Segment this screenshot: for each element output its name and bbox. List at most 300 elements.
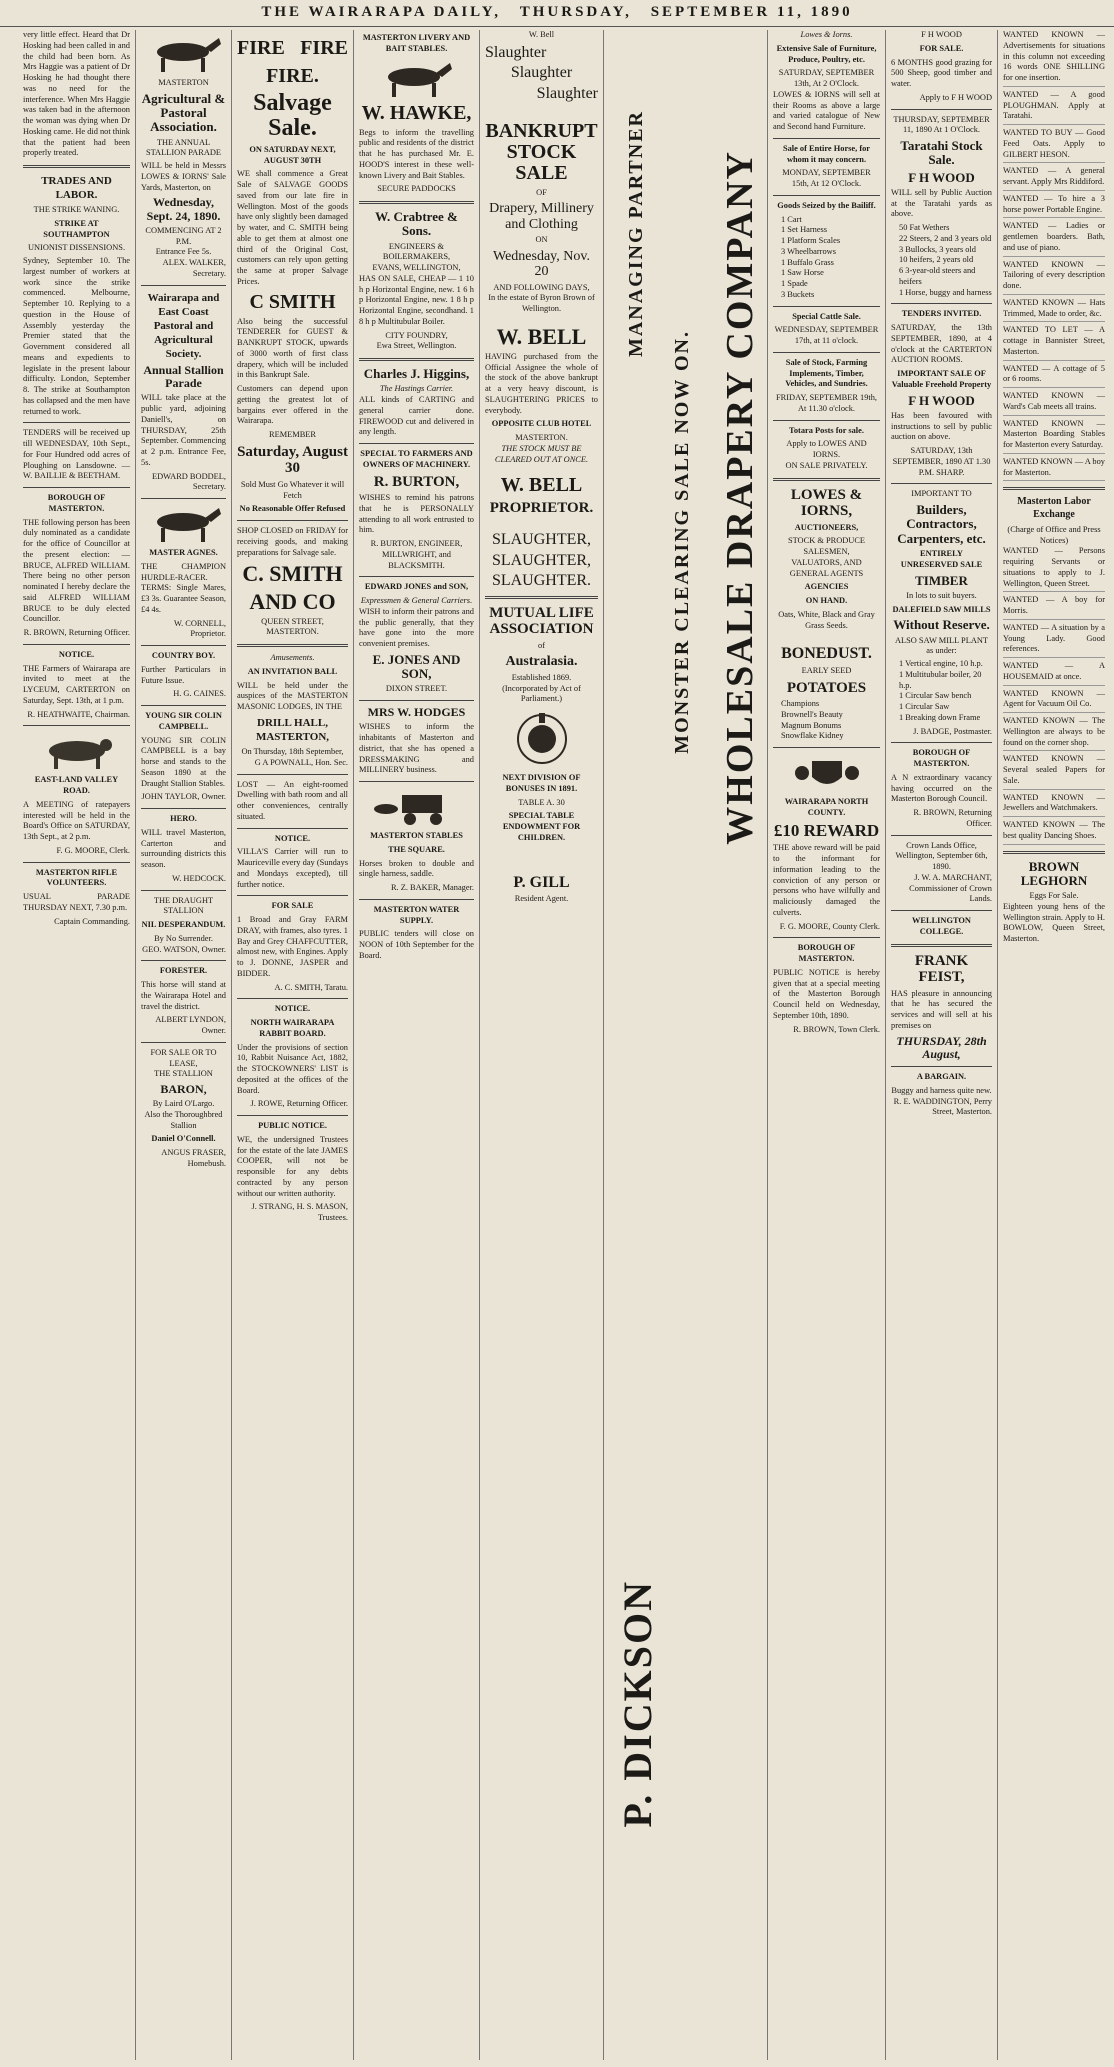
forester-body: This horse will stand at the Wairarapa Hotel and travel the district.	[141, 980, 226, 1011]
master-agnes-body: THE CHAMPION HURDLE-RACER. TERMS: Single Mares, £3 3s. Guarantee Season, £4 4s.	[141, 561, 226, 614]
divider	[141, 645, 226, 646]
divider	[773, 937, 880, 938]
and-co-banner: AND CO	[249, 588, 336, 614]
divider	[237, 998, 348, 999]
higgins-body: ALL kinds of CARTING and general carrier done. FIREWOOD cut and delivered in any length.	[359, 395, 474, 437]
public-notice-heading: PUBLIC NOTICE.	[258, 1121, 327, 1131]
wanted-ad: WANTED KNOWN — Masterton Boarding Stables for Masterton every Saturday.	[1003, 419, 1105, 454]
wholesale-drapery-banner: WHOLESALE DRAPERY COMPANY	[719, 150, 761, 845]
leghorn-body: Eighteen young hens of the Wellington strain. Apply to H. BOWLOW, Queen Street, Masterton.	[1003, 901, 1105, 944]
column-9	[998, 30, 1110, 2060]
rabbit-board-body: Under the provisions of section 10, Rabbit Nuisance Act, 1882, the STOCKOWNERS' LIST is deposited at the offices of the Board.	[237, 1042, 348, 1095]
forsale-signature: A. C. SMITH, Taratu.	[274, 982, 348, 992]
baron-by: By Laird O'Largo.	[152, 1099, 215, 1109]
burton-name: R. BURTON,	[373, 473, 460, 490]
sawmill-label: ALSO SAW MILL PLANT as under:	[894, 635, 989, 656]
strike-body: Sydney, September 10. The largest number of workers at work since the strike commenced. Melbourne, September 10. Replying to a question in the House of Assembly yesterday the Premier stated that the Government considered all means and expedients to legislate in the present labour difficulty. London, September 8. The strike at Southampton has collapsed and the men have returned to work.	[23, 256, 130, 416]
divider	[23, 725, 130, 726]
wanted-ad: WANTED KNOWN — A boy for Masterton.	[1003, 457, 1105, 482]
wood-body: WILL sell by Public Auction at the Taratahi yards as above.	[891, 187, 992, 219]
square-signature: R. Z. BAKER, Manager.	[390, 883, 474, 893]
masthead-date: SEPTEMBER 11, 1890	[650, 4, 853, 20]
wanted-ad: WANTED KNOWN — Several sealed Papers for Sale.	[1003, 754, 1105, 789]
public-notice-body: PUBLIC NOTICE is hereby given that at a special meeting of the Masterton Borough Council held on Wednesday, September 10th, 1890.	[773, 967, 880, 1020]
important-label: IMPORTANT TO	[911, 489, 972, 499]
valley-signature: F. G. MOORE, Clerk.	[56, 845, 130, 855]
country-boy-signature: H. G. CAINES.	[173, 689, 226, 699]
c-smith-banner: C. SMITH	[242, 561, 343, 587]
vacancy-body: A N extraordinary vacancy having occurred on the Masterton Borough Council.	[891, 772, 992, 804]
jones-sub: Expressmen & General Carriers.	[360, 596, 473, 606]
wanted-ad: WANTED TO LET — A cottage in Bannister Street, Masterton.	[1003, 325, 1105, 360]
cow-engraving-icon	[32, 731, 122, 771]
extensive-heading: Extensive Sale of Furniture, Produce, Poultry, etc.	[776, 43, 877, 64]
foundry-address: Ewa Street, Wellington.	[376, 341, 457, 351]
valuers-label: VALUATORS, AND GENERAL AGENTS	[789, 557, 864, 578]
public-notice-signature: J. STRANG, H. S. MASON, Trustees.	[251, 1202, 348, 1223]
divider	[773, 478, 880, 481]
notice-body: VILLA'S Carrier will run to Mauriceville every day (Sundays and Mondays excepted), till further notice.	[237, 847, 348, 889]
frank-feist-name: FRANK FEIST,	[914, 952, 969, 986]
hawke-body: Begs to inform the travelling public and residents of the district that he has purchased Mr. E. HOOD'S interest in these well-known Livery and Bait Stables.	[359, 127, 474, 180]
mill-list	[899, 659, 992, 724]
goods-item: 1 Cart	[781, 214, 802, 224]
totara-sub: Apply to LOWES AND IORNS.	[786, 439, 867, 459]
valley-heading: EAST-LAND VALLEY ROAD.	[34, 775, 119, 796]
goods-item: 1 Buffalo Grass	[781, 257, 834, 267]
of-label: OF	[536, 187, 547, 197]
hero-title: HERO.	[170, 814, 197, 824]
divider	[141, 960, 226, 961]
timber-heading: TIMBER	[915, 572, 968, 588]
thursday-date: THURSDAY, SEPTEMBER 11, 1890 At 1 O'Clock.	[893, 114, 990, 135]
potatoes-title: POTATOES	[786, 679, 867, 696]
gill-name: P. GILL	[513, 873, 570, 891]
wood-name-2: F H WOOD	[908, 392, 975, 408]
postmaster-signature: J. BADGE, Postmaster.	[913, 726, 992, 736]
public-notice-signature: R. BROWN, Town Clerk.	[793, 1024, 880, 1034]
parade-time: COMMENCING AT 2 P.M.	[145, 225, 222, 246]
divider	[773, 306, 880, 307]
divider	[1003, 487, 1105, 490]
horse-engraving-icon	[141, 504, 231, 544]
mutual-title: MUTUAL LIFE ASSOCIATION	[489, 604, 594, 638]
draught-label: THE DRAUGHT STALLION	[153, 895, 214, 916]
wanted-ad: WANTED KNOWN — Agent for Vacuum Oil Co.	[1003, 689, 1105, 714]
goods-item: 1 Spade	[781, 279, 808, 288]
wanted-ad: WANTED KNOWN — Ward's Cab meets all trains.	[1003, 391, 1105, 416]
divider	[23, 422, 130, 423]
forsale-body: 6 MONTHS good grazing for 500 Sheep, good timber and water.	[891, 57, 992, 88]
wanted-ad: WANTED — A HOUSEMAID at once.	[1003, 661, 1105, 686]
slaughter-word: SLAUGHTER,	[491, 530, 592, 548]
saturday-date: ON SATURDAY NEXT, AUGUST 30TH	[249, 144, 336, 165]
burton-signature: R. BURTON, ENGINEER, MILLWRIGHT, and BLACKSMITH.	[370, 539, 463, 570]
w-bell-banner: W. BELL	[500, 474, 583, 497]
forsale-body: 1 Broad and Gray FARM DRAY, with frames, also tyres. 1 Bay and Grey CHAFFCUTTER, almost new, with Engines. Apply to J. DONNE, JASPER and BIDDER.	[237, 915, 348, 978]
notice-heading: NOTICE.	[274, 833, 311, 843]
forester-title: FORESTER.	[159, 966, 208, 976]
sold-label: Sold Must Go Whatever it will Fetch	[240, 479, 345, 500]
vacancy-signature: R. BROWN, Returning Officer.	[913, 808, 992, 828]
wanted-ad: WANTED KNOWN — Advertisements for situations in this column not exceeding 16 words ONE SHILLING for one insertion.	[1003, 30, 1105, 87]
lowes-header: Lowes & Iorns.	[800, 30, 853, 39]
bell-header: W. Bell	[528, 30, 555, 39]
reward-signature: F. G. MOORE, County Clerk.	[779, 921, 880, 931]
salvage-headline: Salvage Sale.	[253, 89, 332, 141]
saturday-date: SATURDAY, SEPTEMBER 13th, At 2 O'Clock.	[778, 68, 875, 88]
hero-body: WILL travel Masterton, Carterton and surrounding districts this season.	[141, 827, 226, 870]
divider	[141, 498, 226, 499]
strike-heading: STRIKE AT SOUTHAMPTON	[43, 218, 110, 239]
leghorn-heading: BROWN LEGHORN	[1020, 858, 1088, 888]
hawke-name: W. HAWKE,	[361, 101, 472, 124]
reward-title: £10 REWARD	[773, 820, 880, 840]
young-sir-colin-signature: JOHN TAYLOR, Owner.	[141, 792, 226, 802]
wanted-ad: WANTED — Persons requiring Servants or situations to apply to J. Wellington, Queen Street.	[1003, 546, 1105, 592]
paddocks-label: SECURE PADDOCKS	[377, 184, 456, 194]
mill-item: 1 Breaking down Frame	[899, 712, 981, 722]
w-bell-body: HAVING purchased from the Official Assignee the whole of the stock of the above bankrupt at a very heavy discount, is SLAUGHTERING PRICES to everybody.	[485, 351, 598, 415]
column-8	[886, 30, 998, 2060]
valley-body: A MEETING of ratepayers interested will be held in the Board's Office on SATURDAY, 13th Sept., at 2 p.m.	[23, 799, 130, 842]
divider	[773, 138, 880, 139]
borough-signature: R. BROWN, Returning Officer.	[23, 628, 130, 638]
bonus-heading: NEXT DIVISION OF BONUSES IN 1891.	[502, 773, 581, 793]
stock-item: 50 Fat Wethers	[899, 223, 950, 233]
rifle-heading: MASTERTON RIFLE VOLUNTEERS.	[35, 867, 118, 888]
divider	[891, 109, 992, 110]
square-heading: THE SQUARE.	[388, 844, 445, 854]
stock-item: 22 Steers, 2 and 3 years old	[899, 233, 992, 243]
divider	[141, 285, 226, 286]
saturday-august: Saturday, August 30	[237, 443, 348, 477]
lost-notice: LOST — An eight-roomed Dwelling with bath room and all other conveniences, centrally situated.	[237, 779, 348, 821]
baron-title: BARON,	[160, 1082, 207, 1097]
fire-word: FIRE	[300, 37, 348, 59]
gill-sub: Resident Agent.	[514, 894, 569, 904]
trades-sub: THE STRIKE WANING.	[33, 205, 120, 215]
divider	[891, 1066, 992, 1067]
divider	[141, 808, 226, 809]
masthead-title: THE WAIRARAPA DAILY,	[261, 4, 501, 20]
remember-label: REMEMBER	[269, 430, 316, 440]
nil-title: NIL DESPERANDUM.	[141, 920, 226, 930]
divider	[891, 303, 992, 304]
coach-engraving-icon	[372, 787, 462, 827]
timber-sub: In lots to suit buyers.	[906, 590, 977, 600]
mill-item: 1 Vertical engine, 10 h.p.	[899, 659, 983, 669]
stock-produce-label: STOCK & PRODUCE SALESMEN,	[787, 536, 866, 556]
crown-lands: Crown Lands Office, Wellington, September 6th, 1890.	[895, 840, 988, 872]
buggy-signature: R. E. WADDINGTON, Perry Street, Masterton.	[893, 1096, 992, 1117]
divider	[237, 520, 348, 521]
divider	[23, 165, 130, 168]
divider	[773, 352, 880, 353]
special-heading: SPECIAL TO FARMERS AND OWNERS OF MACHINERY.	[360, 449, 473, 469]
unreserved-heading: ENTIRELY UNRESERVED SALE	[900, 549, 983, 569]
dalefield-heading: DALEFIELD SAW MILLS	[892, 604, 991, 614]
column-5	[480, 30, 604, 2060]
labor-exchange-sub: (Charge of Office and Press Notices)	[1007, 524, 1101, 545]
potato-item: Champions	[781, 699, 820, 709]
columns	[18, 30, 1110, 2060]
established-label: Established 1869.	[511, 672, 572, 682]
managing-partner-label: MANAGING PARTNER	[625, 110, 647, 358]
wanted-ad: WANTED — Ladies or gentlemen boarders. Bath, and use of piano.	[1003, 221, 1105, 256]
wednesday-date: WEDNESDAY, SEPTEMBER 17th, at 11 o'clock.	[774, 325, 879, 345]
forsale-heading: FOR SALE.	[919, 43, 964, 53]
wood-header: F H WOOD	[921, 30, 962, 39]
amusements-heading: Amusements.	[270, 653, 315, 663]
entire-horse-heading: Sale of Entire Horse, for whom it may concern.	[782, 143, 871, 164]
nil-by: By No Surrender.	[154, 933, 213, 943]
auctioneers-label: AUCTIONEERS,	[794, 522, 859, 532]
young-sir-colin-title: YOUNG SIR COLIN CAMPBELL.	[145, 711, 222, 731]
burton-body: WISHES to remind his patrons that he is PERSONALLY attending to all work entrusted to him.	[359, 493, 474, 535]
stallion-label: THE STALLION	[154, 1069, 213, 1079]
divider	[773, 420, 880, 421]
taratahi-title: Taratahi Stock Sale.	[900, 138, 983, 168]
public-notice-body: WE, the undersigned Trustees for the estate of the late JAMES COOPER, will not be responsible for any debts contracted by any person without our written authority.	[237, 1134, 348, 1198]
association-title: Agricultural & Pastoral Association.	[141, 90, 226, 135]
strike-sub: UNIONIST DISSENSIONS.	[27, 243, 126, 253]
fire-headline	[237, 36, 348, 62]
jones-address: DIXON STREET.	[385, 684, 448, 694]
potato-item: Brownell's Beauty	[781, 709, 843, 719]
wanted-ad: WANTED KNOWN — Jewellers and Watchmakers.	[1003, 793, 1105, 818]
society-title: Wairarapa and East Coast Pastoral and Agricultural Society.	[147, 291, 220, 360]
mill-item: 1 Multitubular boiler, 20 h.p.	[899, 669, 982, 690]
stock-item: 6 3-year-old steers and heifers	[899, 266, 976, 286]
column-4	[354, 30, 480, 2060]
parade-body: WILL be held in Messrs LOWES & IORNS' Sale Yards, Masterton, on	[141, 161, 226, 192]
wanted-ad: WANTED — A general servant. Apply Mrs Riddiford.	[1003, 166, 1105, 191]
stock-item: 10 heifers, 2 years old	[899, 255, 974, 265]
wanted-ad: WANTED — A boy for Morris.	[1003, 595, 1105, 620]
wanted-ad: WANTED — A situation by a Young Lady. Good references.	[1003, 623, 1105, 658]
divider	[1003, 851, 1105, 854]
friday-date: FRIDAY, SEPTEMBER 19th, At 11.30 o'clock.	[776, 393, 877, 413]
young-sir-colin-body: YOUNG SIR COLIN CAMPBELL is a bay horse and stands to the Season 1890 at the Draught Stallion Stables.	[141, 735, 226, 788]
wood2-body: Has been favoured with instructions to sell by public auction on above.	[891, 410, 992, 442]
sale-label: FOR SALE OR TO LEASE,	[150, 1047, 217, 1068]
wanted-ad: WANTED KNOWN — The best quality Dancing Shoes.	[1003, 820, 1105, 845]
lowes-body: LOWES & IORNS will sell at their Rooms as above a large and varied catalogue of New and Second hand Furniture.	[773, 89, 880, 131]
column-7	[768, 30, 886, 2060]
divider	[891, 742, 992, 743]
implements-heading: Sale of Stock, Farming Implements, Timber, Vehicles, and Sundries.	[785, 357, 868, 389]
divider	[237, 644, 348, 647]
rabbit-board-title: NORTH WAIRARAPA RABBIT BOARD.	[250, 1018, 335, 1038]
cattle-heading: Special Cattle Sale.	[792, 311, 861, 321]
wanted-ad: WANTED KNOWN — Hats Trimmed, Made to order, &c.	[1003, 298, 1105, 323]
totara-heading: Totara Posts for sale.	[789, 425, 864, 435]
borough-body: THE following person has been duly nominated as a candidate for the office of Councillor at the present election: — BRUCE, ALFRED WILLIAM. There being no other person nominated I hereby declare the said ALFRED WILLIAM BRUCE to be duly elected Councillor.	[23, 517, 130, 624]
bailiff-heading: Goods Seized by the Bailiff.	[777, 200, 876, 210]
hero-signature: W. HEDCOCK.	[172, 873, 226, 883]
parade-sub: THE ANNUAL STALLION PARADE	[145, 137, 222, 158]
tenders-body: SATURDAY, the 13th SEPTEMBER, 1890, at 4 o'clock at the CARTERTON AUCTION ROOMS.	[891, 323, 992, 365]
horse-engraving-icon	[372, 59, 462, 99]
wanted-list	[1003, 546, 1105, 844]
stallion-parade: Annual Stallion Parade	[143, 362, 224, 391]
drill-hall: DRILL HALL, MASTERTON,	[255, 716, 330, 743]
early-seed-label: EARLY SEED	[801, 665, 852, 675]
parade-date: Wednesday, Sept. 24, 1890.	[146, 195, 221, 223]
slaughter-word: SLAUGHTER,	[491, 551, 592, 569]
master-agnes-title: MASTER AGNES.	[149, 548, 218, 558]
notice-signature: R. HEATHWAITE, Chairman.	[27, 709, 130, 719]
without-reserve: Without Reserve.	[893, 617, 990, 633]
drill-date: On Thursday, 18th September,	[241, 747, 344, 757]
frank-body: HAS pleasure in announcing that he has secured the services and will sell at his premises on	[891, 988, 992, 1030]
dickson-name: P. DICKSON	[615, 1580, 660, 1828]
endowment-heading: SPECIAL TABLE ENDOWMENT FOR CHILDREN.	[502, 811, 581, 842]
divider	[359, 443, 474, 444]
coach-heading: MASTERTON STABLES	[370, 831, 463, 841]
stock-item: 3 Bullocks, 3 years old	[899, 244, 976, 254]
nil-signature: GEO. WATSON, Owner.	[142, 944, 226, 954]
slaughter-word: Slaughter	[485, 43, 547, 61]
tenders-heading: TENDERS INVITED.	[901, 309, 982, 319]
rabbit-board-signature: J. ROWE, Returning Officer.	[250, 1099, 348, 1109]
forester-signature: ALBERT LYNDON, Owner.	[155, 1015, 226, 1036]
slaughter-word: SLAUGHTER.	[491, 572, 592, 590]
divider	[773, 747, 880, 748]
column-1	[18, 30, 136, 2060]
divider	[891, 835, 992, 836]
reward-body: THE above reward will be paid to the informant for information leading to the conviction of any person or persons who have wilfully and maliciously damaged the culverts.	[773, 843, 880, 917]
labor-exchange-heading: Masterton Labor Exchange	[1017, 496, 1091, 521]
divider	[891, 910, 992, 911]
master-agnes-signature: W. CORNELL, Proprietor.	[173, 618, 226, 639]
crown-signature: J. W. A. MARCHANT, Commissioner of Crown Lands.	[909, 872, 992, 904]
salvage-body: WE shall commence a Great Sale of SALVAGE GOODS saved from our late fire in Wellington. Most of the goods have only slightly been damaged by water, and C. SMITH being able to get them at almost one third of the Original Cost, customers can rely upon getting the same at proper Salvage Prices.	[237, 169, 348, 286]
org-name: MASTERTON	[158, 78, 209, 87]
divider	[23, 487, 130, 488]
shop-closed-body: SHOP CLOSED on FRIDAY for receiving goods, and making preparations for Salvage sale.	[237, 526, 348, 557]
divider	[891, 944, 992, 947]
masthead	[0, 4, 1114, 27]
county-heading: WAIRARAPA NORTH COUNTY.	[784, 797, 869, 817]
no-reserve-label: No Reasonable Offer Refused	[239, 504, 346, 514]
bankrupt-headline: BANKRUPT STOCK SALE	[485, 119, 598, 184]
smith-body: Also being the successful TENDERER for GUEST & BANKRUPT STOCK, upwards of 3000 worth of first class drapery, which will be included in this Bankrupt Sale.	[237, 316, 348, 380]
higgins-sub: The Hastings Carrier.	[379, 384, 454, 394]
wanted-ad: WANTED KNOWN — Tailoring of every description done.	[1003, 260, 1105, 295]
drapery-line: Drapery, Millinery and Clothing	[489, 201, 594, 232]
divider	[237, 1115, 348, 1116]
divider	[23, 862, 130, 863]
wanted-ad: WANTED — A good PLOUGHMAN. Apply at Taratahi.	[1003, 90, 1105, 125]
opening-paragraph: very little effect. Heard that Dr Hosking had been called in and the child had been born. As Mrs Haggie was a patient of Dr Hosking he had thought there was no need for the interference. When Mrs Haggie was taken bad in the afternoon the woman was dying when Dr Hosking came. He did not think that the patient had been properly treated.	[23, 30, 130, 158]
private-sale: ON SALE PRIVATELY.	[785, 460, 868, 470]
frank-date: THURSDAY, 28th August,	[896, 1033, 987, 1061]
higgins-name: Charles J. Higgins,	[363, 366, 470, 382]
divider	[891, 483, 992, 484]
table-label: TABLE A. 30	[518, 797, 565, 807]
notice-heading: NOTICE.	[58, 649, 95, 659]
masterton-label: MASTERTON.	[515, 433, 568, 443]
wood-name: F H WOOD	[908, 169, 975, 185]
borough-heading: BOROUGH OF MASTERTON.	[797, 943, 856, 964]
stallion-signature: EDWARD BODDEL, Secretary.	[152, 471, 226, 492]
lowes-iorns-name: LOWES & IORNS,	[790, 486, 863, 519]
divider	[237, 774, 348, 775]
daniel-title: Daniel O'Connell.	[151, 1134, 216, 1144]
country-boy-body: Further Particulars in Future Issue.	[141, 664, 226, 685]
borough-heading: BOROUGH OF MASTERTON.	[912, 748, 971, 769]
incorporated-label: (Incorporated by Act of Parliament.)	[502, 683, 581, 704]
water-heading: MASTERTON WATER SUPPLY.	[373, 904, 460, 925]
ball-title: AN INVITATION BALL	[247, 666, 338, 676]
w-bell-name: W. BELL	[496, 323, 587, 349]
foundry-label: CITY FOUNDRY,	[385, 330, 448, 340]
stables-heading: MASTERTON LIVERY AND BAIT STABLES.	[362, 33, 471, 53]
slaughter-word: Slaughter	[510, 64, 573, 82]
parade-fee: Entrance Fee 5s.	[155, 247, 212, 257]
builders-heading: Builders, Contractors, Carpenters, etc.	[897, 502, 986, 546]
bonedust-title: BONEDUST.	[781, 645, 872, 663]
hodges-body: WISHES to inform the inhabitants of Masterton and district, that she has opened a DRESSMAKING and MILLINERY business.	[359, 722, 474, 775]
potato-item: Snowflake Kidney	[781, 731, 844, 741]
hodges-name: MRS W. HODGES	[367, 705, 466, 720]
jones-body: WISH to inform their patrons and the public generally, that they have gone into the more convenient premises.	[359, 606, 474, 649]
mill-item: 1 Circular Saw bench	[899, 691, 972, 701]
divider	[773, 195, 880, 196]
opposite-club: OPPOSITE CLUB HOTEL	[491, 419, 592, 429]
divider	[359, 700, 474, 701]
on-label: ON	[535, 235, 548, 245]
notice-heading: NOTICE.	[274, 1004, 311, 1014]
crabtree-address: EVANS, WELLINGTON,	[372, 263, 461, 273]
wanted-list	[1003, 30, 1105, 481]
divider	[23, 644, 130, 645]
goods-item: 1 Saw Horse	[781, 268, 824, 278]
jones-heading: EDWARD JONES and SON,	[364, 582, 469, 592]
saturday-date: SATURDAY, 13th SEPTEMBER, 1890 AT 1.30 P.M. SHARP.	[892, 446, 991, 477]
wanted-ad: WANTED — A cottage of 5 or 6 rooms.	[1003, 364, 1105, 389]
fire-word: FIRE	[237, 37, 285, 59]
coat-of-arms-icon	[782, 753, 872, 793]
estate-label: In the estate of Byron Brown of Wellington.	[488, 293, 595, 314]
potatoes-list	[781, 699, 880, 742]
rifle-signature: Captain Commanding.	[54, 916, 130, 926]
crabtree-body: HAS ON SALE, CHEAP — 1 10 h p Horizontal Engine, new. 1 6 h p Horizontal Engine, new. 1 8 h p Horizontal Engine, secondhand. 1 8 h p Multitubular Boiler.	[359, 273, 474, 326]
divider	[237, 895, 348, 896]
forsale-apply: Apply to F H WOOD	[919, 92, 992, 102]
divider	[141, 1042, 226, 1043]
crabtree-name: W. Crabtree & Sons.	[375, 209, 458, 239]
seal-emblem-icon	[497, 709, 587, 769]
daniel-signature: ANGUS FRASER, Homebush.	[161, 1148, 226, 1168]
goods-item: 3 Buckets	[781, 289, 815, 299]
buggy-line: Buggy and harness quite new.	[891, 1085, 992, 1095]
wanted-ad: WANTED TO BUY — Good Feed Oats. Apply to GILBERT HESON.	[1003, 128, 1105, 163]
wanted-ad: WANTED KNOWN — The Wellington are always to be found on the corner shop.	[1003, 716, 1105, 751]
horse-engraving-icon	[141, 34, 231, 74]
divider	[359, 201, 474, 204]
jones-banner: E. JONES AND SON,	[372, 651, 461, 682]
australasia-title: Australasia.	[505, 654, 578, 670]
goods-list	[781, 215, 880, 301]
column-6-wholesale-ad	[604, 30, 768, 2060]
crabtree-sub: ENGINEERS & BOILERMAKERS,	[382, 241, 451, 262]
square-body: Horses broken to double and single harness, saddle.	[359, 858, 474, 879]
reduced-body: Customers can depend upon getting the greatest lot of bargains ever offered in the Wairarapa.	[237, 384, 348, 426]
c-smith-name: C SMITH	[249, 290, 336, 313]
